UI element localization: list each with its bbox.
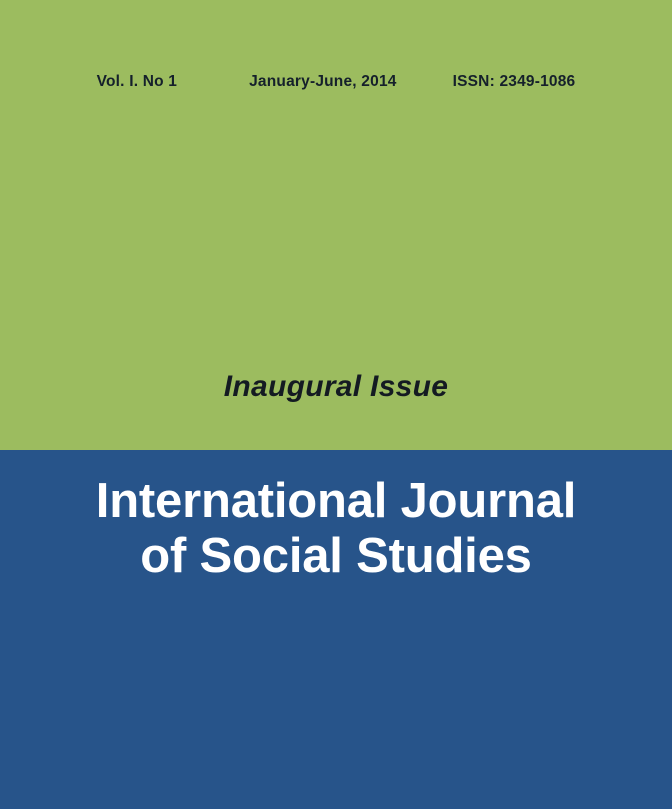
volume-number: Vol. I. No 1 xyxy=(96,73,178,90)
issn-number: ISSN: 2349-1086 xyxy=(452,73,576,90)
journal-title-line-1: International Journal xyxy=(95,474,577,528)
issue-label: Inaugural Issue xyxy=(223,370,449,403)
issue-date: January-June, 2014 xyxy=(249,73,397,90)
journal-title xyxy=(0,474,672,584)
masthead xyxy=(0,73,672,91)
journal-title-line-2: of Social Studies xyxy=(140,528,532,583)
